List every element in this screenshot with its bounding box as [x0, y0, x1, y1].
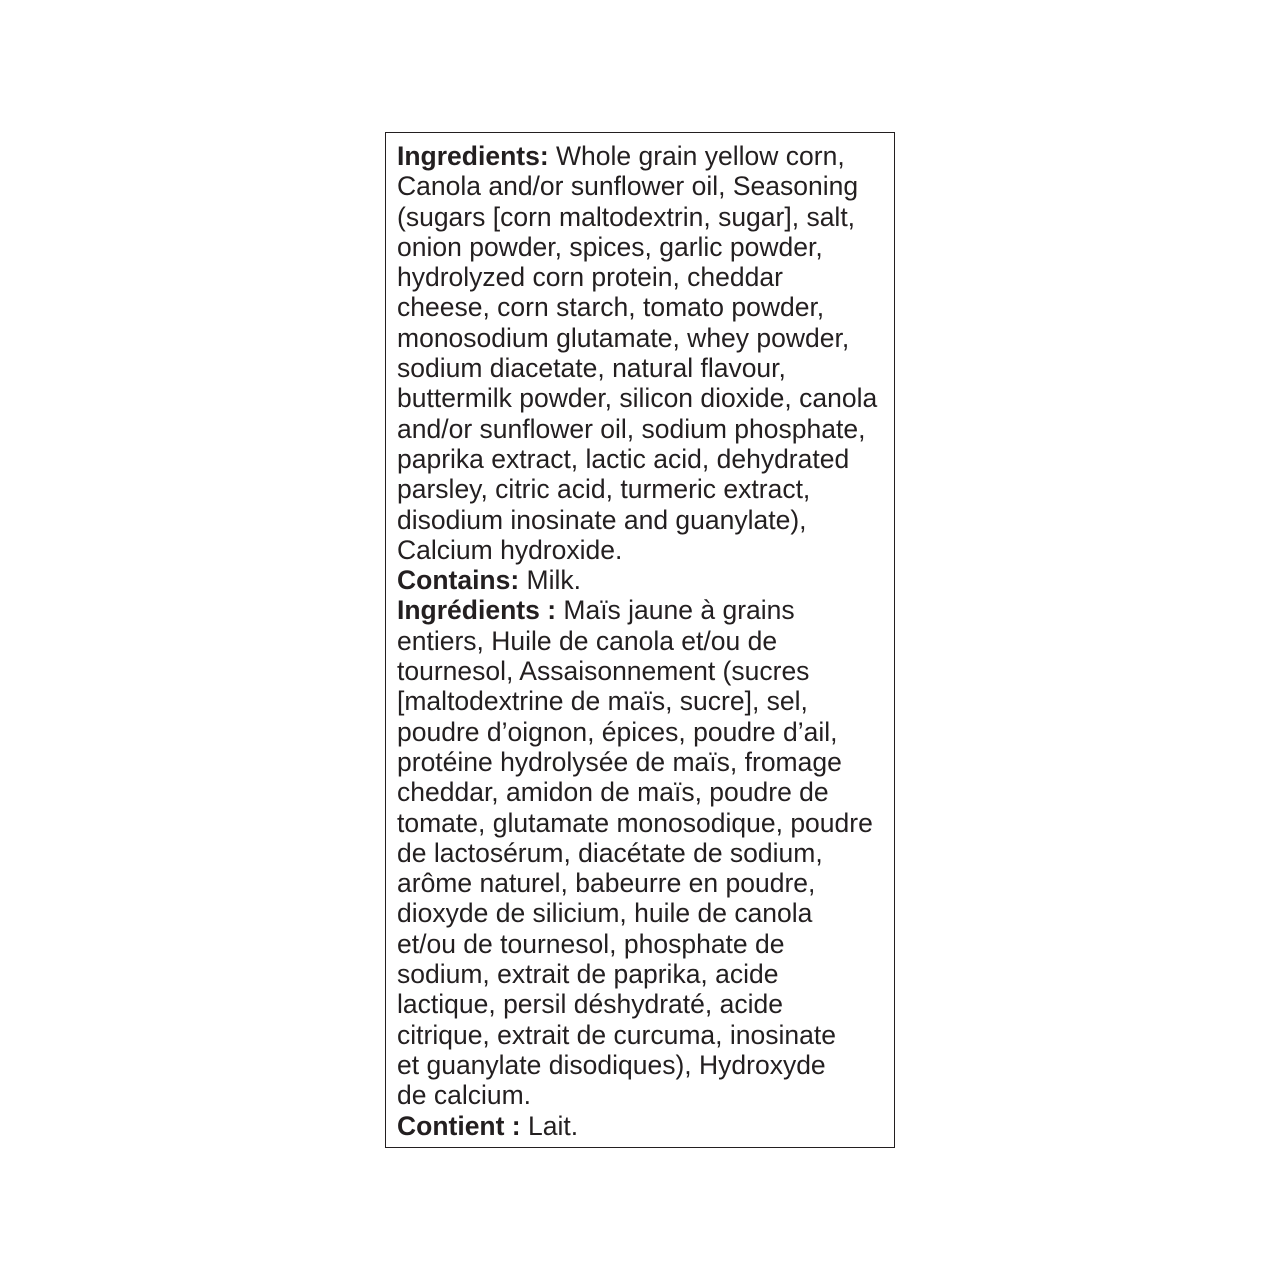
label-line-1 — [397, 141, 884, 171]
label-line-16 — [397, 595, 884, 625]
label-line-27: et/ou de tournesol, phosphate de — [397, 928, 785, 959]
label-line-29: lactique, persil déshydraté, acide — [397, 989, 783, 1020]
label-line-text: Maïs jaune à grains — [556, 595, 795, 626]
contains-heading-fr: Contient : — [397, 1110, 521, 1141]
label-line-8: sodium diacetate, natural flavour, — [397, 353, 786, 384]
label-line-14: Calcium hydroxide. — [397, 534, 623, 565]
label-line-28: sodium, extrait de paprika, acide — [397, 959, 779, 990]
label-line-10: and/or sunflower oil, sodium phosphate, — [397, 413, 866, 444]
label-line-text: Lait. — [520, 1110, 579, 1141]
label-line-text: Milk. — [519, 565, 582, 596]
label-line-22: cheddar, amidon de maïs, poudre de — [397, 777, 829, 808]
label-line-15 — [397, 565, 884, 595]
ingredients-label-box — [385, 132, 895, 1148]
label-line-4: onion powder, spices, garlic powder, — [397, 231, 823, 262]
label-line-20: poudre d’oignon, épices, poudre d’ail, — [397, 716, 838, 747]
label-line-32: de calcium. — [397, 1080, 532, 1111]
label-line-text: Whole grain yellow corn, — [548, 141, 845, 171]
label-line-26: dioxyde de silicium, huile de canola — [397, 898, 813, 929]
label-line-23: tomate, glutamate monosodique, poudre — [397, 807, 873, 838]
label-line-12: parsley, citric acid, turmeric extract, — [397, 474, 811, 505]
label-line-3: (sugars [corn maltodextrin, sugar], salt, — [397, 201, 856, 232]
label-line-2: Canola and/or sunflower oil, Seasoning — [397, 171, 859, 202]
ingredients-heading-en: Ingredients: — [397, 141, 549, 171]
label-line-17: entiers, Huile de canola et/ou de — [397, 625, 778, 656]
label-line-30: citrique, extrait de curcuma, inosinate — [397, 1019, 836, 1050]
label-line-24: de lactosérum, diacétate de sodium, — [397, 837, 823, 868]
label-line-6: cheese, corn starch, tomato powder, — [397, 292, 825, 323]
label-line-18: tournesol, Assaisonnement (sucres — [397, 656, 810, 687]
label-line-13: disodium inosinate and guanylate), — [397, 504, 807, 535]
label-line-31: et guanylate disodiques), Hydroxyde — [397, 1049, 826, 1080]
label-line-11: paprika extract, lactic acid, dehydrated — [397, 443, 850, 474]
label-line-25: arôme naturel, babeurre en poudre, — [397, 868, 816, 899]
contains-heading-en: Contains: — [397, 565, 520, 596]
label-line-19: [maltodextrine de maïs, sucre], sel, — [397, 686, 808, 717]
ingredients-heading-fr: Ingrédients : — [397, 595, 557, 626]
label-line-21: protéine hydrolysée de maïs, fromage — [397, 746, 842, 777]
label-line-5: hydrolyzed corn protein, cheddar — [397, 262, 783, 293]
label-line-33 — [397, 1111, 884, 1141]
label-line-9: buttermilk powder, silicon dioxide, canola — [397, 383, 878, 414]
label-line-7: monosodium glutamate, whey powder, — [397, 322, 850, 353]
